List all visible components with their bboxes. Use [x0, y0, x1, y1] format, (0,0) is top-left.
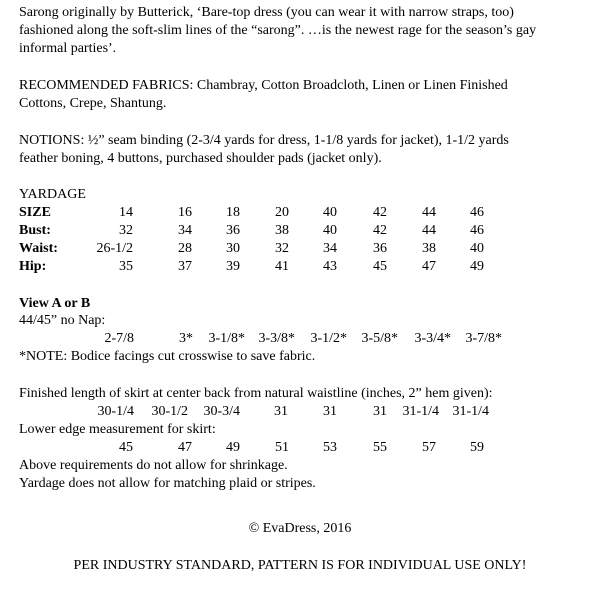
notions-line-2: feather boning, 4 buttons, purchased shoulder pads (jacket only).	[19, 151, 382, 166]
table-cell: 32	[119, 223, 133, 238]
view-note: *NOTE: Bodice facings cut crosswise to save fabric.	[19, 349, 316, 364]
individual-use-notice: PER INDUSTRY STANDARD, PATTERN IS FOR INDIVIDUAL USE ONLY!	[73, 558, 527, 573]
lower-edge-label: Lower edge measurement for skirt:	[19, 422, 216, 437]
table-cell: 40	[470, 241, 484, 256]
table-cell: 34	[178, 223, 192, 238]
table-cell: 28	[178, 241, 192, 256]
yardage-heading: YARDAGE	[19, 187, 86, 202]
table-cell: 3-1/2*	[310, 331, 347, 346]
row-label: Waist:	[19, 241, 58, 256]
intro-line-2: fashioned along the soft-slim lines of the “sarong”. …is the newest rage for the season’s gay	[19, 23, 537, 38]
plaid-disclaimer: Yardage does not allow for matching plaid or stripes.	[19, 476, 316, 491]
table-cell: 31-1/4	[452, 404, 489, 419]
view-heading: View A or B	[19, 296, 91, 311]
table-cell: 35	[119, 259, 133, 274]
table-cell: 57	[422, 440, 436, 455]
table-cell: 36	[373, 241, 387, 256]
table-cell: 32	[275, 241, 289, 256]
table-cell: 3-5/8*	[361, 331, 398, 346]
table-cell: 30-3/4	[203, 404, 240, 419]
table-cell: 31	[323, 404, 337, 419]
table-cell: 18	[226, 205, 240, 220]
table-cell: 3-7/8*	[465, 331, 502, 346]
intro-line-1: Sarong originally by Butterick, ‘Bare-top dress (you can wear it with narrow straps, too)	[19, 5, 514, 20]
intro-line-3: informal parties’.	[19, 41, 117, 56]
row-label: Bust:	[19, 223, 51, 238]
table-cell: 37	[178, 259, 192, 274]
table-cell: 45	[119, 440, 133, 455]
fabrics-line-1: RECOMMENDED FABRICS: Chambray, Cotton Broadcloth, Linen or Linen Finished	[19, 78, 508, 93]
table-cell: 59	[470, 440, 484, 455]
table-cell: 14	[119, 205, 133, 220]
table-cell: 44	[422, 205, 436, 220]
table-cell: 46	[470, 223, 484, 238]
fabrics-line-2: Cottons, Crepe, Shantung.	[19, 96, 167, 111]
table-cell: 51	[275, 440, 289, 455]
table-cell: 40	[323, 205, 337, 220]
table-cell: 31-1/4	[402, 404, 439, 419]
table-cell: 26-1/2	[96, 241, 133, 256]
table-cell: 44	[422, 223, 436, 238]
table-cell: 40	[323, 223, 337, 238]
table-cell: 3-3/4*	[414, 331, 451, 346]
table-cell: 30-1/2	[151, 404, 188, 419]
table-cell: 3-1/8*	[208, 331, 245, 346]
table-cell: 41	[275, 259, 289, 274]
table-cell: 38	[275, 223, 289, 238]
table-cell: 36	[226, 223, 240, 238]
table-cell: 30-1/4	[97, 404, 134, 419]
table-cell: 2-7/8	[104, 331, 134, 346]
table-cell: 55	[373, 440, 387, 455]
table-cell: 38	[422, 241, 436, 256]
table-cell: 16	[178, 205, 192, 220]
notions-line-1: NOTIONS: ½” seam binding (2-3/4 yards for dress, 1-1/8 yards for jacket), 1-1/2 yards	[19, 133, 509, 148]
table-cell: 42	[373, 205, 387, 220]
row-label: Hip:	[19, 259, 47, 274]
row-label: SIZE	[19, 205, 51, 220]
table-cell: 45	[373, 259, 387, 274]
table-cell: 31	[274, 404, 288, 419]
table-cell: 34	[323, 241, 337, 256]
table-cell: 3-3/8*	[258, 331, 295, 346]
table-cell: 30	[226, 241, 240, 256]
table-cell: 39	[226, 259, 240, 274]
table-cell: 46	[470, 205, 484, 220]
table-cell: 53	[323, 440, 337, 455]
finished-length-label: Finished length of skirt at center back from natural waistline (inches, 2” hem given):	[19, 386, 493, 401]
fabric-width-label: 44/45” no Nap:	[19, 313, 106, 328]
table-cell: 47	[178, 440, 192, 455]
table-cell: 42	[373, 223, 387, 238]
table-cell: 3*	[179, 331, 193, 346]
table-cell: 47	[422, 259, 436, 274]
table-cell: 31	[373, 404, 387, 419]
table-cell: 49	[470, 259, 484, 274]
copyright-notice: © EvaDress, 2016	[248, 521, 352, 536]
table-cell: 20	[275, 205, 289, 220]
table-cell: 43	[323, 259, 337, 274]
shrinkage-disclaimer: Above requirements do not allow for shrinkage.	[19, 458, 288, 473]
table-cell: 49	[226, 440, 240, 455]
